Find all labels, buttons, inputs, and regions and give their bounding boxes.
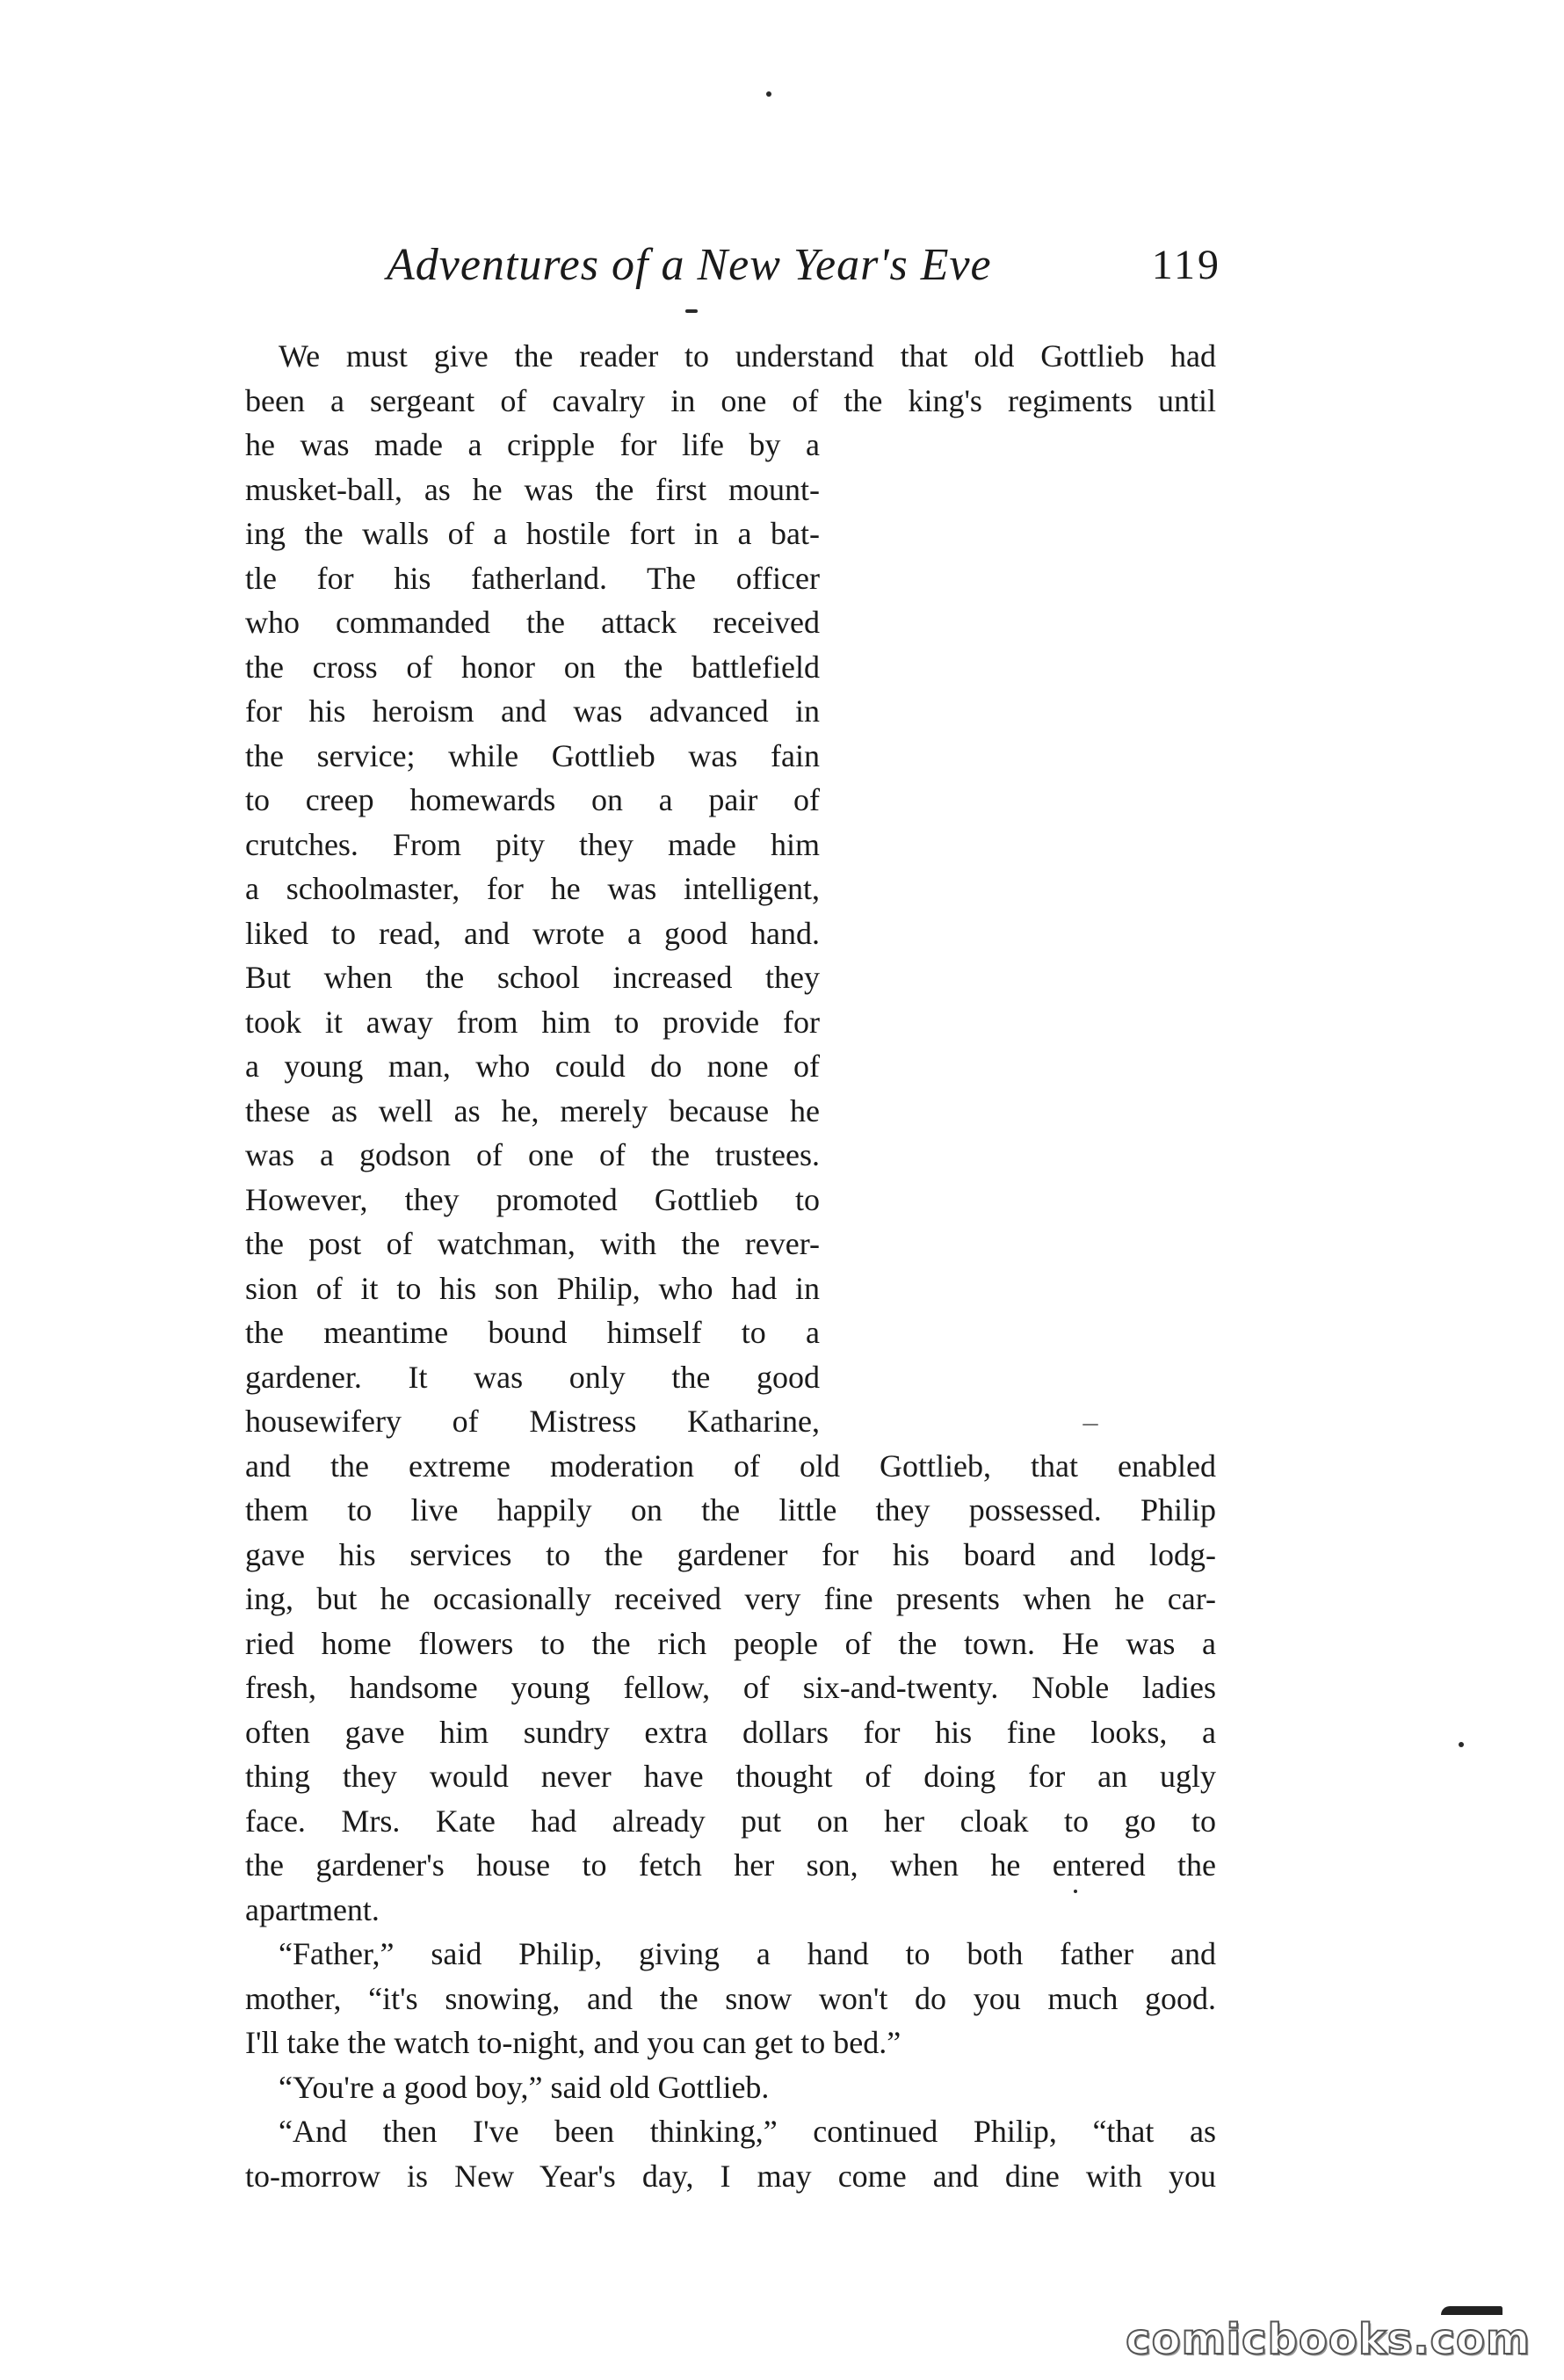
text-line: been a sergeant of cavalry in one of the king's regiments until	[245, 382, 1216, 418]
ink-speck	[685, 309, 698, 313]
page-header	[387, 239, 1221, 309]
text-line: thing they would never have thought of doing for an ugly	[245, 1759, 1216, 1794]
text-line: face. Mrs. Kate had already put on her cloak to go to	[245, 1803, 1216, 1839]
text-line: them to live happily on the little they possessed. Philip	[245, 1492, 1216, 1527]
text-line: fresh, handsome young fellow, of six-and-twenty. Noble ladies	[245, 1670, 1216, 1705]
text-line: took it away from him to provide for	[245, 1004, 820, 1040]
text-line: musket-ball, as he was the first mount-	[245, 471, 820, 507]
text-line: the gardener's house to fetch her son, when he entered the	[245, 1847, 1216, 1883]
text-line: ing the walls of a hostile fort in a bat-	[245, 516, 820, 551]
text-line: the cross of honor on the battlefield	[245, 649, 820, 685]
ink-speck	[1459, 1742, 1464, 1747]
text-line: I'll take the watch to-night, and you can get to bed.”	[245, 2025, 901, 2060]
text-line: for his heroism and was advanced in	[245, 693, 820, 729]
text-line: gardener. It was only the good	[245, 1359, 820, 1395]
text-line: and the extreme moderation of old Gottlieb, that enabled	[245, 1448, 1216, 1484]
text-line: who commanded the attack received	[245, 605, 820, 640]
text-line: he was made a cripple for life by a	[245, 427, 820, 462]
text-line: However, they promoted Gottlieb to	[245, 1181, 820, 1217]
text-line: often gave him sundry extra dollars for his fine looks, a	[245, 1714, 1216, 1750]
text-line: ried home flowers to the rich people of the town. He was a	[245, 1625, 1216, 1661]
text-line: tle for his fatherland. The officer	[245, 560, 820, 596]
ink-speck	[766, 91, 771, 97]
text-line: “Father,” said Philip, giving a hand to both father and	[279, 1936, 1216, 1971]
text-line: a young man, who could do none of	[245, 1049, 820, 1084]
text-line: to creep homewards on a pair of	[245, 782, 820, 817]
text-line: the post of watchman, with the rever-	[245, 1226, 820, 1261]
text-line: gave his services to the gardener for his board and lodg-	[245, 1536, 1216, 1572]
text-line: housewifery of Mistress Katharine,	[245, 1404, 820, 1439]
text-line: to-morrow is New Year's day, I may come and dine with you	[245, 2158, 1216, 2194]
text-line: apartment.	[245, 1891, 380, 1927]
text-line: was a godson of one of the trustees.	[245, 1137, 820, 1172]
text-line: liked to read, and wrote a good hand.	[245, 915, 820, 951]
text-line: ing, but he occasionally received very fine presents when he car-	[245, 1581, 1216, 1616]
text-line: We must give the reader to understand that old Gottlieb had	[279, 338, 1216, 374]
text-line: a schoolmaster, for he was intelligent,	[245, 871, 820, 906]
text-line: the meantime bound himself to a	[245, 1315, 820, 1350]
body-text	[245, 334, 1216, 2198]
text-line: these as well as he, merely because he	[245, 1092, 820, 1128]
watermark-swoosh	[1441, 2306, 1502, 2315]
text-line: “You're a good boy,” said old Gottlieb.	[279, 2069, 770, 2105]
text-line: “And then I've been thinking,” continued Philip, “that as	[279, 2114, 1216, 2149]
page-number: 119	[1151, 242, 1221, 288]
running-head: Adventures of a New Year's Eve	[387, 240, 992, 290]
text-line: mother, “it's snowing, and the snow won't do you much good.	[245, 1980, 1216, 2016]
text-line: sion of it to his son Philip, who had in	[245, 1270, 820, 1306]
watermark-logo: comicbooks.com	[1126, 2315, 1531, 2364]
text-line: crutches. From pity they made him	[245, 826, 820, 862]
text-line: But when the school increased they	[245, 960, 820, 995]
text-line: the service; while Gottlieb was fain	[245, 737, 820, 773]
